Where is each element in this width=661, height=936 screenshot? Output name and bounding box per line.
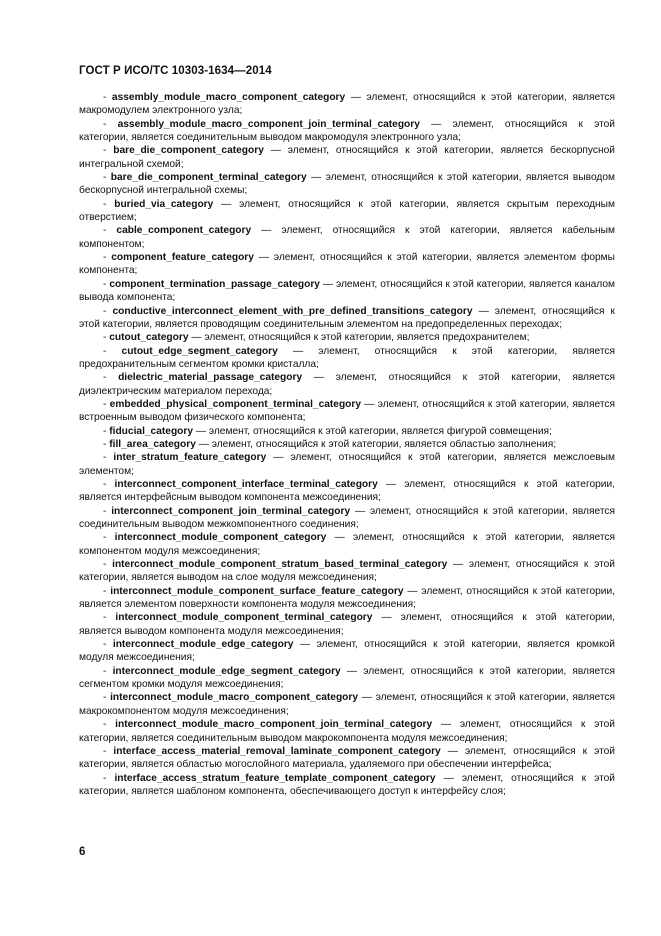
definition-term: assembly_module_macro_component_join_terminal_category bbox=[117, 118, 420, 130]
definition-description: — элемент, относящийся к этой категории, является предохранительным сегментом кромки кристалла; bbox=[79, 345, 615, 370]
definition-description: — элемент, относящийся к этой категории, является межслоевым элементом; bbox=[79, 452, 615, 477]
definition-term: interconnect_module_component_terminal_category bbox=[115, 612, 373, 624]
definition-entry: - cable_component_category — элемент, относящийся к этой категории, является кабельным компонентом; bbox=[79, 225, 615, 250]
definition-term: interconnect_module_edge_category bbox=[112, 639, 294, 651]
definition-description: — элемент, относящийся к этой категории, является интерфейсным выводом компонента межсоединения; bbox=[79, 478, 615, 504]
definition-description: — элемент, относящийся к этой категории, является соединительным выводом макрокомпонента модуля межсоединения; bbox=[79, 719, 615, 744]
definition-term: component_termination_passage_category bbox=[109, 278, 320, 290]
definition-entry: - dielectric_material_passage_category — элемент, относящийся к этой категории, является диэлектрическим материалом перехода; bbox=[79, 372, 615, 397]
definition-term: component_feature_category bbox=[111, 252, 254, 264]
definition-term: fiducial_category bbox=[109, 425, 194, 437]
definition-entry: - component_termination_passage_category — элемент, относящийся к этой категории, является каналом вывода компонента; bbox=[79, 278, 615, 304]
definition-entry: - fiducial_category — элемент, относящийся к этой категории, является фигурой совмещения; bbox=[103, 425, 552, 437]
definition-entry: - buried_via_category — элемент, относящийся к этой категории, является скрытым переходным отверстием; bbox=[79, 198, 615, 224]
definition-term: interconnect_module_component_surface_feature_category bbox=[110, 585, 404, 597]
definition-entry: - embedded_physical_component_terminal_category — элемент, относящийся к этой категории, является встроенным выводом физического компонента; bbox=[79, 398, 615, 424]
definition-entry: - interconnect_module_macro_component_category — элемент, относящийся к этой категории, является макрокомпонентом модуля межсоединения; bbox=[79, 692, 615, 717]
definition-term: interconnect_component_interface_terminal_category bbox=[114, 478, 378, 490]
definition-description: — элемент, относящийся к этой категории, является областью могослойного материала, удаляемого при обеспечении интерфейса; bbox=[79, 745, 615, 771]
definition-term: assembly_module_macro_component_category bbox=[111, 92, 346, 103]
definition-description: — элемент, относящийся к этой категории, является выводом компонента модуля межсоединения; bbox=[79, 612, 615, 637]
definition-description: — элемент, относящийся к этой категории, является элементом поверхности компонента модуля межсоединения; bbox=[79, 585, 615, 611]
definition-entry: - conductive_interconnect_element_with_pre_defined_transitions_category — элемент, относящийся к этой категории, является проводящим соединительным элементом на предопределенных переходах; bbox=[79, 305, 615, 330]
definition-description: — элемент, относящийся к этой категории, является соединительным выводом межкомпонентного соединения; bbox=[79, 505, 615, 530]
definition-description: — элемент, относящийся к этой категории, является макромодулем электронного узла; bbox=[79, 92, 615, 117]
definition-term: interconnect_module_component_category bbox=[114, 532, 327, 544]
definition-entry: - interconnect_module_component_surface_feature_category — элемент, относящийся к этой категории, является элементом поверхности компонента модуля межсоединения; bbox=[79, 585, 615, 611]
definition-description: — элемент, относящийся к этой категории, является макрокомпонентом модуля межсоединения; bbox=[79, 692, 615, 717]
definition-description: — элемент, относящийся к этой категории, является проводящим соединительным элементом на предопределенных переходах; bbox=[79, 305, 615, 330]
definition-term: interconnect_module_macro_component_join_terminal_category bbox=[115, 719, 433, 731]
definition-entry: - cutout_edge_segment_category — элемент, относящийся к этой категории, является предохранительным сегментом кромки кристалла; bbox=[79, 345, 615, 370]
definition-description: — элемент, относящийся к этой категории, является кабельным компонентом; bbox=[79, 225, 615, 250]
definition-description: — элемент, относящийся к этой категории, является диэлектрическим материалом перехода; bbox=[79, 372, 615, 397]
definition-description: — элемент, относящийся к этой категории, является предохранителем; bbox=[188, 332, 530, 344]
definition-description: — элемент, относящийся к этой категории, является компонентом модуля межсоединения; bbox=[79, 532, 615, 557]
definition-term: interconnect_component_join_terminal_category bbox=[111, 505, 351, 517]
definition-description: — элемент, относящийся к этой категории, является областью заполнения; bbox=[195, 438, 557, 450]
definition-entry: - interface_access_stratum_feature_template_component_category — элемент, относящийся к этой категории, является шаблоном компонента, обеспечивающего доступ к интерфейсу слоя; bbox=[79, 772, 615, 797]
definition-term: interface_access_material_removal_laminate_component_category bbox=[113, 745, 441, 757]
definition-entry: - bare_die_component_terminal_category — элемент, относящийся к этой категории, является выводом бескорпусной интегральной схемы; bbox=[79, 172, 615, 197]
definition-entry: - interconnect_module_component_stratum_based_terminal_category — элемент, относящийся к этой категории, является выводом на слое модуля межсоединения; bbox=[79, 559, 615, 584]
definition-description: — элемент, относящийся к этой категории, является элементом формы компонента; bbox=[79, 252, 615, 277]
definition-term: interconnect_module_component_stratum_based_terminal_category bbox=[112, 559, 448, 571]
definition-term: cable_component_category bbox=[116, 225, 252, 237]
definition-entry: - interconnect_module_edge_segment_category — элемент, относящийся к этой категории, является сегментом кромки модуля межсоединения; bbox=[79, 665, 615, 691]
definition-description: — элемент, относящийся к этой категории, является сегментом кромки модуля межсоединения; bbox=[79, 665, 615, 691]
definition-term: bare_die_component_terminal_category bbox=[110, 172, 307, 184]
definition-description: — элемент, относящийся к этой категории, является выводом бескорпусной интегральной схемы; bbox=[79, 172, 615, 197]
definition-entry: - component_feature_category — элемент, относящийся к этой категории, является элементом формы компонента; bbox=[79, 252, 615, 277]
page-number: 6 bbox=[79, 846, 86, 858]
definition-description: — элемент, относящийся к этой категории, является встроенным выводом физического компонента; bbox=[79, 398, 615, 424]
definition-term: interconnect_module_macro_component_category bbox=[110, 692, 359, 704]
definition-term: cutout_category bbox=[109, 332, 189, 344]
definition-term: dielectric_material_passage_category bbox=[118, 372, 303, 384]
definitions-list bbox=[79, 91, 615, 798]
definition-term: bare_die_component_category bbox=[113, 145, 264, 157]
document-header: ГОСТ Р ИСО/ТС 10303-1634—2014 bbox=[79, 65, 272, 77]
definition-entry: - interconnect_component_join_terminal_category — элемент, относящийся к этой категории, является соединительным выводом межкомпонентного соединения; bbox=[79, 505, 615, 530]
definition-entry: - interconnect_module_component_terminal_category — элемент, относящийся к этой категории, является выводом компонента модуля межсоединения; bbox=[79, 612, 615, 637]
definition-description: — элемент, относящийся к этой категории, является скрытым переходным отверстием; bbox=[79, 198, 615, 224]
definition-description: — элемент, относящийся к этой категории, является фигурой совмещения; bbox=[193, 425, 552, 437]
definition-term: interconnect_module_edge_segment_category bbox=[112, 665, 341, 677]
definition-description: — элемент, относящийся к этой категории, является соединительным выводом макромодуля электронного узла; bbox=[79, 118, 615, 144]
definition-entry: - interconnect_component_interface_terminal_category — элемент, относящийся к этой категории, является интерфейсным выводом компонента межсоединения; bbox=[79, 478, 615, 504]
definition-entry: - inter_stratum_feature_category — элемент, относящийся к этой категории, является межслоевым элементом; bbox=[79, 452, 615, 477]
definition-description: — элемент, относящийся к этой категории, является шаблоном компонента, обеспечивающего доступ к интерфейсу слоя; bbox=[79, 772, 615, 797]
definition-description: — элемент, относящийся к этой категории, является выводом на слое модуля межсоединения; bbox=[79, 559, 615, 584]
definition-entry: - interface_access_material_removal_laminate_component_category — элемент, относящийся к этой категории, является областью могослойного материала, удаляемого при обеспечении интерфейса; bbox=[79, 745, 615, 771]
definition-term: interface_access_stratum_feature_template_component_category bbox=[114, 772, 436, 784]
definition-entry: - fill_area_category — элемент, относящийся к этой категории, является областью заполнения; bbox=[103, 438, 557, 450]
definition-entry: - bare_die_component_category — элемент, относящийся к этой категории, является бескорпусной интегральной схемой; bbox=[79, 145, 615, 170]
definition-entry: - cutout_category — элемент, относящийся к этой категории, является предохранителем; bbox=[103, 332, 530, 344]
definition-term: cutout_edge_segment_category bbox=[121, 345, 278, 357]
definition-entry: - interconnect_module_component_category — элемент, относящийся к этой категории, является компонентом модуля межсоединения; bbox=[79, 532, 615, 557]
definition-description: — элемент, относящийся к этой категории, является бескорпусной интегральной схемой; bbox=[79, 145, 615, 170]
definition-term: conductive_interconnect_element_with_pre_defined_transitions_category bbox=[112, 305, 473, 317]
definition-term: embedded_physical_component_terminal_category bbox=[109, 398, 362, 410]
definition-entry: - assembly_module_macro_component_join_terminal_category — элемент, относящийся к этой категории, является соединительным выводом макромодуля электронного узла; bbox=[79, 118, 615, 144]
definition-term: inter_stratum_feature_category bbox=[113, 452, 267, 464]
definition-description: — элемент, относящийся к этой категории, является каналом вывода компонента; bbox=[79, 278, 615, 304]
definition-entry: - interconnect_module_macro_component_join_terminal_category — элемент, относящийся к этой категории, является соединительным выводом макрокомпонента модуля межсоединения; bbox=[79, 719, 615, 744]
definition-entry: - interconnect_module_edge_category — элемент, относящийся к этой категории, является кромкой модуля межсоединения; bbox=[79, 639, 615, 664]
definition-description: — элемент, относящийся к этой категории, является кромкой модуля межсоединения; bbox=[79, 639, 615, 664]
definition-term: fill_area_category bbox=[109, 438, 196, 450]
definition-term: buried_via_category bbox=[114, 198, 214, 210]
definition-entry: - assembly_module_macro_component_category — элемент, относящийся к этой категории, является макромодулем электронного узла; bbox=[79, 92, 615, 117]
